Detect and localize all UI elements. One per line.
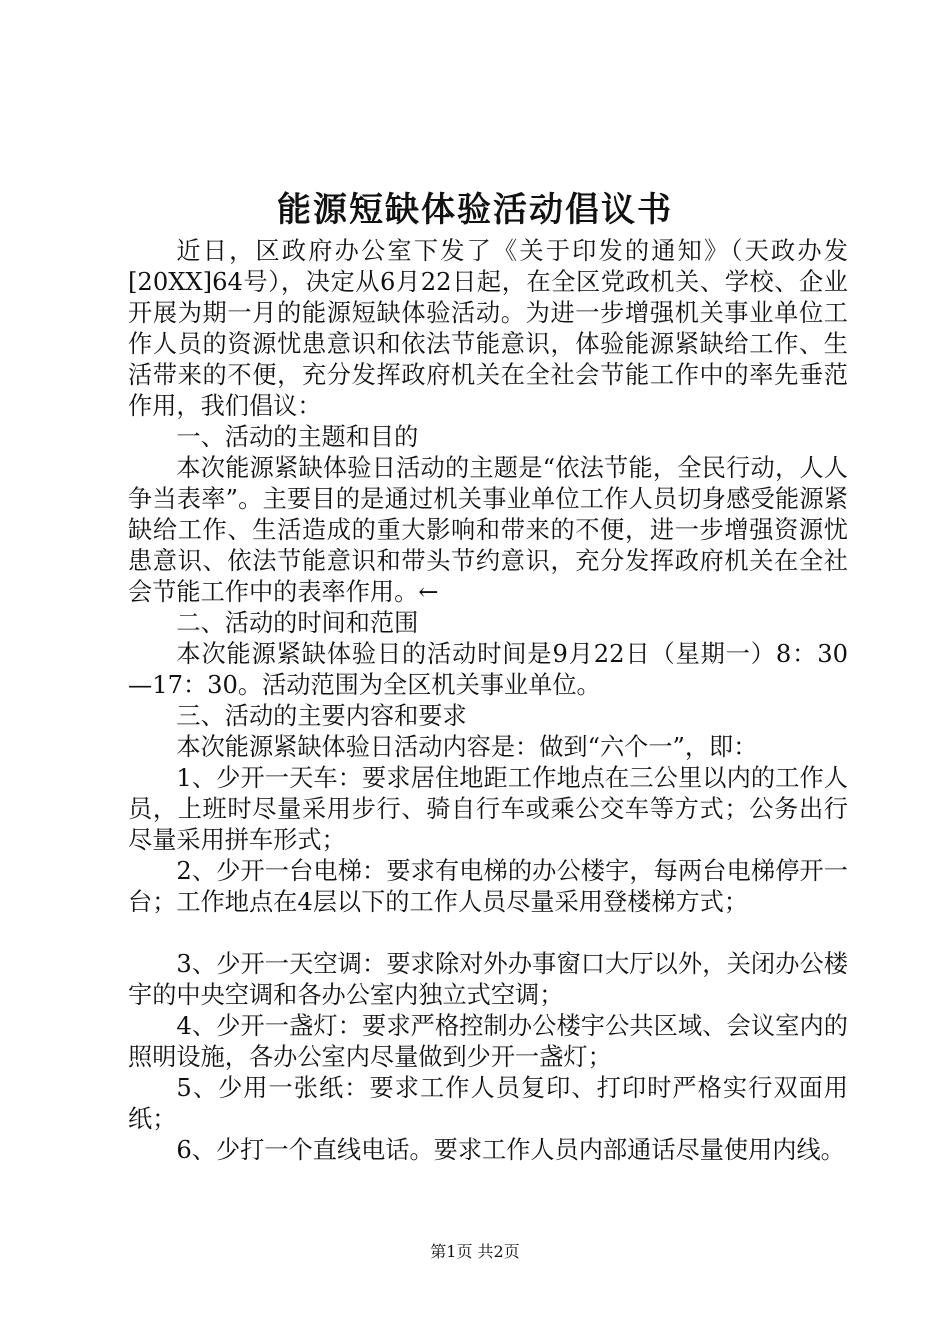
heading-section-1: 一、活动的主题和目的 — [176, 423, 419, 451]
list-item-elevator: 2、少开一台电梯：要求有电梯的办公楼宇，每两台电梯停开一台；工作地点在4层以下的工作人员尽量采用登楼梯方式； — [128, 857, 848, 916]
page-footer: 第1页 共2页 — [430, 1242, 520, 1261]
paragraph-theme: 本次能源紧缺体验日活动的主题是“依法节能，全民行动，人人争当表率”。主要目的是通过机关事业单位工作人员切身感受能源紧缺给工作、生活造成的重大影响和带来的不便，进一步增强资源忧患意识、依法节能意识和带头节约意识，充分发挥政府机关在全社会节能工作中的表率作用。← — [128, 454, 848, 606]
list-item-car: 1、少开一天车：要求居住地距工作地点在三公里以内的工作人员，上班时尽量采用步行、骑自行车或乘公交车等方式；公务出行尽量采用拼车形式； — [128, 764, 848, 854]
blank-line — [128, 918, 848, 949]
list-item-lamp: 4、少开一盏灯：要求严格控制办公楼宇公共区域、会议室内的照明设施，各办公室内尽量做到少开一盏灯； — [128, 1012, 848, 1071]
paragraph-intro: 近日，区政府办公室下发了《关于印发的通知》（天政办发[20XX]64号），决定从6月22日起，在全区党政机关、学校、企业开展为期一月的能源短缺体验活动。为进一步增强机关事业单位工作人员的资源忧患意识和依法节能意识，体验能源紧缺给工作、生活带来的不便，充分发挥政府机关在全社会节能工作中的率先垂范作用，我们倡议： — [128, 237, 848, 420]
paragraph-content: 本次能源紧缺体验日活动内容是：做到“六个一”，即： — [176, 733, 758, 761]
document-body — [128, 236, 848, 1166]
list-item-aircon: 3、少开一天空调：要求除对外办事窗口大厅以外，关闭办公楼宇的中央空调和各办公室内独立式空调； — [128, 950, 848, 1009]
list-item-paper: 5、少用一张纸：要求工作人员复印、打印时严格实行双面用纸； — [128, 1074, 848, 1133]
paragraph-time: 本次能源紧缺体验日的活动时间是9月22日（星期一）8：30—17：30。活动范围为全区机关事业单位。 — [128, 640, 848, 699]
heading-section-3: 三、活动的主要内容和要求 — [176, 702, 467, 730]
heading-section-2: 二、活动的时间和范围 — [176, 609, 419, 637]
list-item-phone: 6、少打一个直线电话。要求工作人员内部通话尽量使用内线。 — [176, 1136, 845, 1164]
document-title: 能源短缺体验活动倡议书 — [277, 190, 673, 230]
